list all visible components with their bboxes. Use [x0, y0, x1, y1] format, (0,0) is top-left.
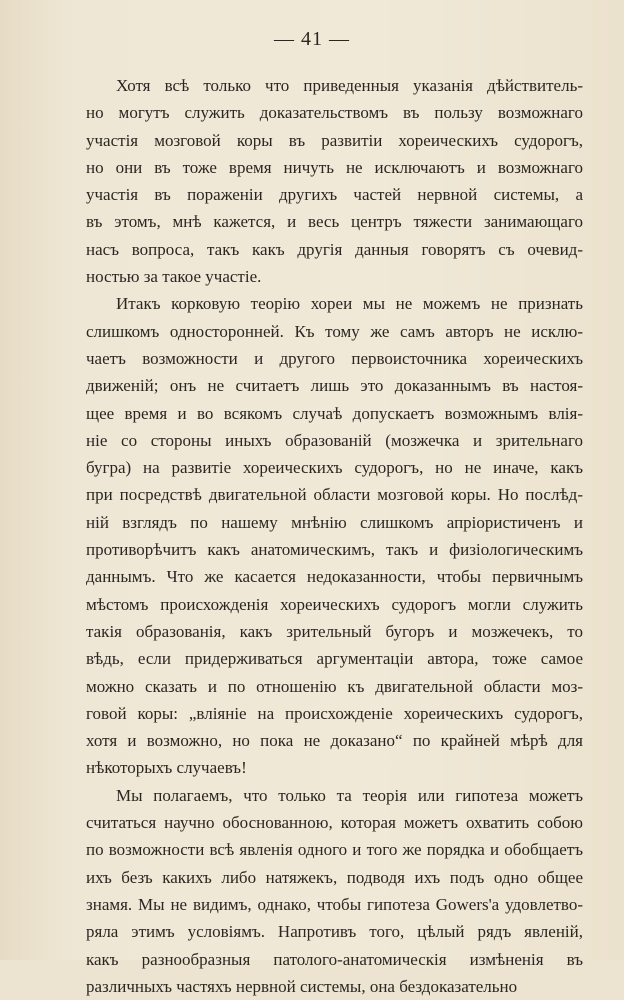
paragraph	[86, 290, 583, 781]
text-line: но могутъ служить доказательствомъ въ пользу возможнаго	[86, 103, 583, 123]
text-line: знамя. Мы не видимъ, однако, чтобы гипотеза Gowers'а удовлетво-	[86, 894, 583, 914]
text-line: такія образованія, какъ зрительный бугоръ и мозжечекъ, то	[86, 621, 583, 641]
text-line: ихъ безъ какихъ либо натяжекъ, подводя ихъ подъ одно общее	[86, 867, 583, 887]
text-line: даннымъ. Что же касается недоказанности, чтобы первичнымъ	[86, 567, 583, 587]
text-line: вѣдь, если придерживаться аргументаціи автора, тоже самое	[86, 649, 583, 669]
text-line: движеній; онъ не считаетъ лишь это доказаннымъ въ настоя-	[86, 376, 583, 396]
paragraph	[86, 72, 583, 290]
text-line: участія мозговой коры въ развитіи хореическихъ судорогъ,	[86, 130, 583, 150]
text-line: Итакъ корковую теорію хореи мы не можемъ не признать	[116, 294, 583, 314]
paragraph	[86, 782, 583, 1000]
text-line: въ этомъ, мнѣ кажется, и весь центръ тяжести занимающаго	[86, 212, 583, 232]
text-line: Мы полагаемъ, что только та теорія или гипотеза можетъ	[116, 785, 583, 805]
body-text	[86, 72, 583, 1000]
text-line: ній взглядъ по нашему мнѣнію слишкомъ апріористиченъ и	[86, 512, 583, 532]
text-line: ностью за такое участіе.	[86, 267, 262, 287]
text-line: считаться научно обоснованною, которая можетъ охватить собою	[86, 813, 583, 833]
text-line: насъ вопроса, такъ какъ другія данныя говорятъ съ очевид-	[86, 239, 583, 259]
text-line: ряла этимъ условіямъ. Напротивъ того, цѣлый рядъ явленій,	[86, 922, 583, 942]
text-line: слишкомъ односторонней. Къ тому же самъ авторъ не исклю-	[86, 321, 583, 341]
text-line: щее время и во всякомъ случаѣ допускаетъ возможнымъ влія-	[86, 403, 583, 423]
text-line: Хотя всѣ только что приведенныя указанія дѣйствитель-	[116, 76, 583, 95]
text-line: можно сказать и по отношенію къ двигательной области моз-	[86, 676, 583, 696]
text-line: мѣстомъ происхожденія хореическихъ судорогъ могли служить	[86, 594, 583, 614]
text-line: ніе со стороны иныхъ образованій (мозжечка и зрительнаго	[86, 430, 583, 450]
text-line: но они въ тоже время ничуть не исключаютъ и возможнаго	[86, 157, 583, 177]
text-line: участія въ пораженіи другихъ частей нервной системы, а	[86, 185, 583, 205]
text-line: чаетъ возможности и другого первоисточника хореическихъ	[86, 348, 583, 368]
text-line: хотя и возможно, но пока не доказано“ по крайней мѣрѣ для	[86, 731, 583, 751]
text-line: по возможности всѣ явленія одного и того же порядка и обобщаетъ	[86, 840, 583, 860]
page-number: — 41 —	[274, 28, 350, 50]
text-line: нѣкоторыхъ случаевъ!	[86, 758, 247, 778]
text-line: говой коры: „вліяніе на происхожденіе хореическихъ судорогъ,	[86, 703, 583, 723]
text-line: при посредствѣ двигательной области мозговой коры. Но послѣд-	[86, 485, 583, 505]
text-line: различныхъ частяхъ нервной системы, она бездоказательно	[86, 976, 518, 996]
text-line: какъ разнообразныя патолого-анатомическія измѣненія въ	[86, 949, 583, 969]
text-line: бугра) на развитіе хореическихъ судорогъ, но не иначе, какъ	[86, 458, 583, 478]
text-line: противорѣчитъ какъ анатомическимъ, такъ и физіологическимъ	[86, 540, 583, 560]
